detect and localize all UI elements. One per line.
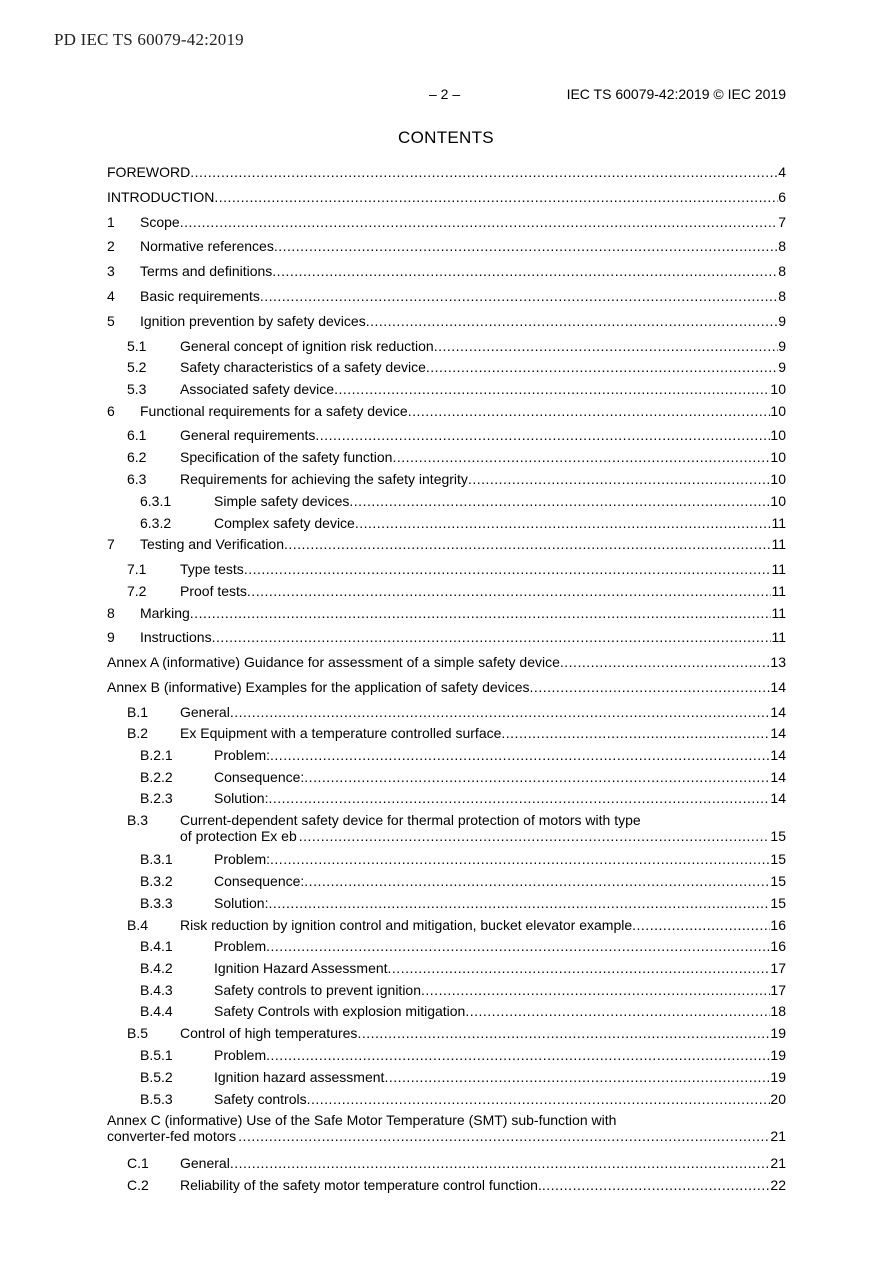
toc-entry-page: 11 <box>771 605 786 621</box>
toc-entry-label-continuation: converter-fed motors <box>107 1128 237 1144</box>
toc-entry-page: 16 <box>770 917 786 933</box>
toc-entry-page: 19 <box>770 1047 786 1063</box>
toc-entry[interactable] <box>107 561 786 578</box>
toc-entry[interactable] <box>107 1047 786 1064</box>
toc-entry-number: 3 <box>107 263 115 279</box>
toc-entry[interactable] <box>107 449 786 466</box>
toc-entry-page: 10 <box>770 403 786 419</box>
toc-entry-page: 10 <box>770 493 786 509</box>
toc-entry-label: Problem <box>214 1047 267 1063</box>
toc-entry-page: 14 <box>770 679 786 695</box>
toc-leader-dots <box>284 536 771 553</box>
toc-entry-number: 6.3.2 <box>140 515 172 531</box>
toc-entry-page: 17 <box>770 960 786 976</box>
toc-leader-dots <box>392 449 770 466</box>
toc-entry[interactable] <box>107 403 786 420</box>
toc-entry-label: Safety characteristics of a safety device <box>180 359 426 375</box>
toc-entry-label: General <box>180 704 230 720</box>
toc-entry-label: Requirements for achieving the safety integrity <box>180 471 468 487</box>
toc-entry-page: 15 <box>770 851 786 867</box>
toc-entry-label: Problem <box>214 938 267 954</box>
toc-entry-number: 9 <box>107 629 115 645</box>
toc-entry-page: 8 <box>778 288 786 304</box>
toc-entry-label: Proof tests <box>180 583 247 599</box>
toc-entry-label: General concept of ignition risk reduction <box>180 338 434 354</box>
toc-entry-page: 22 <box>770 1177 786 1193</box>
toc-entry-label: Problem: <box>214 851 271 867</box>
toc-entry[interactable] <box>107 1069 786 1086</box>
toc-leader-dots <box>266 1047 770 1064</box>
toc-entry-number: B.3.3 <box>140 895 173 911</box>
toc-leader-dots <box>315 427 770 444</box>
toc-entry-page: 11 <box>771 536 786 552</box>
toc-leader-dots <box>355 515 772 532</box>
toc-leader-dots <box>307 1091 771 1108</box>
toc-entry[interactable] <box>107 769 786 786</box>
toc-entry-number: 7 <box>107 536 115 552</box>
toc-entry-label: Risk reduction by ignition control and mitigation, bucket elevator example <box>180 917 633 933</box>
toc-entry[interactable] <box>107 982 786 999</box>
toc-entry-page: 10 <box>770 381 786 397</box>
toc-entry[interactable] <box>107 704 786 721</box>
contents-title: CONTENTS <box>398 128 494 147</box>
toc-leader-dots <box>212 629 772 646</box>
toc-entry[interactable] <box>107 790 786 807</box>
running-header-title: PD IEC TS 60079-42:2019 <box>54 30 244 49</box>
toc-entry[interactable] <box>107 238 786 255</box>
toc-leader-dots <box>388 960 771 977</box>
toc-entry[interactable] <box>107 359 786 376</box>
toc-entry[interactable] <box>107 381 786 398</box>
toc-entry-number: B.5.1 <box>140 1047 173 1063</box>
toc-leader-dots <box>465 1003 770 1020</box>
toc-entry-label: Annex A (informative) Guidance for assessment of a simple safety device <box>107 654 560 670</box>
toc-leader-dots <box>244 561 772 578</box>
toc-leader-dots <box>214 189 778 206</box>
toc-leader-dots <box>268 895 770 912</box>
toc-entry-number: B.5.2 <box>140 1069 173 1085</box>
toc-entry-page: 4 <box>778 164 786 180</box>
toc-entry-number: 5.3 <box>127 381 147 397</box>
toc-entry-label: Annex C (informative) Use of the Safe Motor Temperature (SMT) sub-function with <box>107 1112 617 1128</box>
toc-entry[interactable] <box>107 1112 786 1144</box>
toc-entry-page: 13 <box>770 654 786 670</box>
toc-entry-label: Associated safety device <box>180 381 335 397</box>
toc-leader-dots <box>366 313 779 330</box>
toc-entry-page: 8 <box>778 238 786 254</box>
toc-entry-number: B.4.3 <box>140 982 173 998</box>
toc-entry-number: 6.3.1 <box>140 493 172 509</box>
toc-leader-dots <box>299 828 769 845</box>
toc-entry-page: 15 <box>770 873 786 889</box>
toc-leader-dots <box>334 381 770 398</box>
toc-leader-dots <box>408 403 771 420</box>
toc-entry-number: B.3 <box>127 812 149 828</box>
toc-entry[interactable] <box>107 493 786 510</box>
toc-leader-dots <box>230 1155 771 1172</box>
toc-entry[interactable] <box>107 338 786 355</box>
toc-leader-dots <box>180 214 779 231</box>
toc-leader-dots <box>266 938 770 955</box>
toc-leader-dots <box>238 1128 768 1145</box>
toc-leader-dots <box>190 164 778 181</box>
toc-entry-label: Ex Equipment with a temperature controlled surface <box>180 725 502 741</box>
toc-entry-label: Ignition Hazard Assessment <box>214 960 388 976</box>
toc-entry-label: Specification of the safety function <box>180 449 393 465</box>
toc-entry-page: 14 <box>770 725 786 741</box>
toc-entry-label: Solution: <box>214 895 269 911</box>
toc-entry-label: Safety Controls with explosion mitigation <box>214 1003 466 1019</box>
toc-leader-dots <box>260 288 778 305</box>
toc-entry-label: Type tests <box>180 561 244 577</box>
toc-entry[interactable] <box>107 288 786 305</box>
toc-entry[interactable] <box>107 583 786 600</box>
toc-entry-page: 15 <box>770 895 786 911</box>
toc-leader-dots <box>384 1069 770 1086</box>
toc-leader-dots <box>304 873 770 890</box>
toc-entry[interactable] <box>107 747 786 764</box>
toc-leader-dots <box>304 769 770 786</box>
toc-entry-number: 8 <box>107 605 115 621</box>
toc-entry[interactable] <box>107 427 786 444</box>
toc-entry-page: 19 <box>770 1069 786 1085</box>
toc-leader-dots <box>542 1177 771 1194</box>
toc-leader-dots <box>501 725 770 742</box>
toc-entry-page: 11 <box>771 583 786 599</box>
toc-entry-label: Simple safety devices <box>214 493 350 509</box>
toc-entry-page: 18 <box>770 1003 786 1019</box>
toc-entry-number: B.5.3 <box>140 1091 173 1107</box>
toc-entry-label: Scope <box>140 214 180 230</box>
toc-entry-page: 17 <box>770 982 786 998</box>
toc-leader-dots <box>434 338 779 355</box>
toc-leader-dots <box>247 583 772 600</box>
toc-entry-number: B.3.1 <box>140 851 173 867</box>
toc-entry-number: 2 <box>107 238 115 254</box>
toc-entry-page: 10 <box>770 427 786 443</box>
toc-entry[interactable] <box>107 164 786 181</box>
toc-entry[interactable] <box>107 1091 786 1108</box>
standard-reference: IEC TS 60079-42:2019 © IEC 2019 <box>566 86 786 102</box>
toc-entry-label: Solution: <box>214 790 269 806</box>
toc-entry-number: 6.2 <box>127 449 147 465</box>
toc-entry-page: 9 <box>778 359 786 375</box>
toc-entry-page: 14 <box>770 704 786 720</box>
toc-entry[interactable] <box>107 895 786 912</box>
toc-entry-label: General <box>180 1155 230 1171</box>
toc-entry-label: Basic requirements <box>140 288 260 304</box>
toc-entry-number: 6.3 <box>127 471 147 487</box>
toc-entry-page: 15 <box>770 828 786 844</box>
toc-leader-dots <box>270 747 770 764</box>
toc-entry[interactable] <box>107 515 786 532</box>
toc-entry-number: B.4.4 <box>140 1003 173 1019</box>
toc-entry-label: Safety controls to prevent ignition <box>214 982 422 998</box>
toc-entry[interactable] <box>107 851 786 868</box>
toc-entry-number: C.2 <box>127 1177 149 1193</box>
toc-entry-page: 14 <box>770 790 786 806</box>
toc-leader-dots <box>268 790 770 807</box>
toc-entry-label: Problem: <box>214 747 271 763</box>
toc-leader-dots <box>468 471 770 488</box>
toc-entry-label-continuation: of protection Ex eb <box>180 828 297 844</box>
toc-leader-dots <box>272 263 778 280</box>
toc-entry[interactable] <box>107 536 786 553</box>
toc-entry-label: Current-dependent safety device for thermal protection of motors with type <box>180 812 641 828</box>
toc-entry-label: General requirements <box>180 427 316 443</box>
toc-leader-dots <box>560 654 771 671</box>
toc-entry-page: 10 <box>770 471 786 487</box>
toc-entry-page: 11 <box>771 515 786 531</box>
toc-entry-page: 7 <box>778 214 786 230</box>
toc-leader-dots <box>230 704 771 721</box>
toc-entry[interactable] <box>107 1155 786 1172</box>
toc-entry-number: B.4 <box>127 917 149 933</box>
toc-entry[interactable] <box>107 654 786 671</box>
toc-entry-label: Consequence: <box>214 769 305 785</box>
toc-entry-number: 1 <box>107 214 115 230</box>
toc-entry-label: Testing and Verification <box>140 536 284 552</box>
toc-entry-label: Complex safety device <box>214 515 355 531</box>
toc-entry-page: 19 <box>770 1025 786 1041</box>
toc-entry-page: 6 <box>778 189 786 205</box>
toc-entry-page: 21 <box>770 1128 786 1144</box>
toc-entry[interactable] <box>107 263 786 280</box>
toc-leader-dots <box>349 493 770 510</box>
toc-entry-page: 9 <box>778 338 786 354</box>
toc-entry-label: INTRODUCTION <box>107 189 215 205</box>
toc-leader-dots <box>530 679 771 696</box>
toc-leader-dots <box>270 851 770 868</box>
toc-entry-page: 14 <box>770 769 786 785</box>
toc-entry-label: Reliability of the safety motor temperature control function. <box>180 1177 542 1193</box>
toc-entry-number: 5 <box>107 313 115 329</box>
toc-entry-number: B.2.1 <box>140 747 173 763</box>
toc-entry-label: Annex B (informative) Examples for the application of safety devices <box>107 679 530 695</box>
toc-entry-number: 4 <box>107 288 115 304</box>
toc-entry-page: 20 <box>770 1091 786 1107</box>
page-number: – 2 – <box>429 86 461 102</box>
toc-entry[interactable] <box>107 812 786 844</box>
toc-entry-label: Instructions <box>140 629 212 645</box>
toc-entry[interactable] <box>107 873 786 890</box>
toc-entry-label: FOREWORD <box>107 164 191 180</box>
toc-entry[interactable] <box>107 1025 786 1042</box>
toc-entry[interactable] <box>107 725 786 742</box>
toc-entry-page: 16 <box>770 938 786 954</box>
toc-entry-page: 11 <box>771 629 786 645</box>
toc-entry[interactable] <box>107 917 786 934</box>
toc-entry[interactable] <box>107 605 786 622</box>
toc-entry[interactable] <box>107 629 786 646</box>
toc-entry-label: Terms and definitions <box>140 263 273 279</box>
toc-entry-label: Functional requirements for a safety device <box>140 403 408 419</box>
toc-entry-number: 6 <box>107 403 115 419</box>
toc-entry-number: B.2 <box>127 725 149 741</box>
toc-entry-number: B.2.2 <box>140 769 173 785</box>
toc-entry[interactable] <box>107 1003 786 1020</box>
toc-entry-label: Ignition prevention by safety devices <box>140 313 366 329</box>
toc-entry-number: C.1 <box>127 1155 149 1171</box>
toc-entry-number: 7.2 <box>127 583 147 599</box>
toc-entry-number: 5.2 <box>127 359 147 375</box>
toc-entry-label: Ignition hazard assessment <box>214 1069 385 1085</box>
toc-entry[interactable] <box>107 471 786 488</box>
toc-entry-page: 21 <box>770 1155 786 1171</box>
toc-entry[interactable] <box>107 313 786 330</box>
toc-entry-number: B.5 <box>127 1025 149 1041</box>
toc-leader-dots <box>190 605 772 622</box>
toc-entry-number: B.4.1 <box>140 938 173 954</box>
toc-entry-page: 9 <box>778 313 786 329</box>
toc-entry-page: 8 <box>778 263 786 279</box>
toc-entry-label: Safety controls <box>214 1091 307 1107</box>
toc-entry[interactable] <box>107 1177 786 1194</box>
toc-entry[interactable] <box>107 214 786 231</box>
toc-entry-number: B.3.2 <box>140 873 173 889</box>
toc-leader-dots <box>274 238 778 255</box>
toc-leader-dots <box>421 982 770 999</box>
toc-entry-number: B.1 <box>127 704 149 720</box>
toc-entry-label: Marking <box>140 605 190 621</box>
toc-entry-label: Control of high temperatures <box>180 1025 358 1041</box>
toc-entry[interactable] <box>107 938 786 955</box>
toc-leader-dots <box>426 359 778 376</box>
toc-leader-dots <box>357 1025 770 1042</box>
toc-entry-number: B.2.3 <box>140 790 173 806</box>
toc-entry-number: 5.1 <box>127 338 147 354</box>
toc-entry-label: Consequence: <box>214 873 305 889</box>
toc-entry-page: 10 <box>770 449 786 465</box>
toc-entry-number: 6.1 <box>127 427 147 443</box>
toc-entry-number: 7.1 <box>127 561 147 577</box>
toc-entry[interactable] <box>107 679 786 696</box>
toc-entry-page: 14 <box>770 747 786 763</box>
toc-leader-dots <box>632 917 770 934</box>
toc-entry-label: Normative references <box>140 238 274 254</box>
toc-entry-page: 11 <box>771 561 786 577</box>
toc-entry-number: B.4.2 <box>140 960 173 976</box>
toc-entry[interactable] <box>107 189 786 206</box>
toc-entry[interactable] <box>107 960 786 977</box>
